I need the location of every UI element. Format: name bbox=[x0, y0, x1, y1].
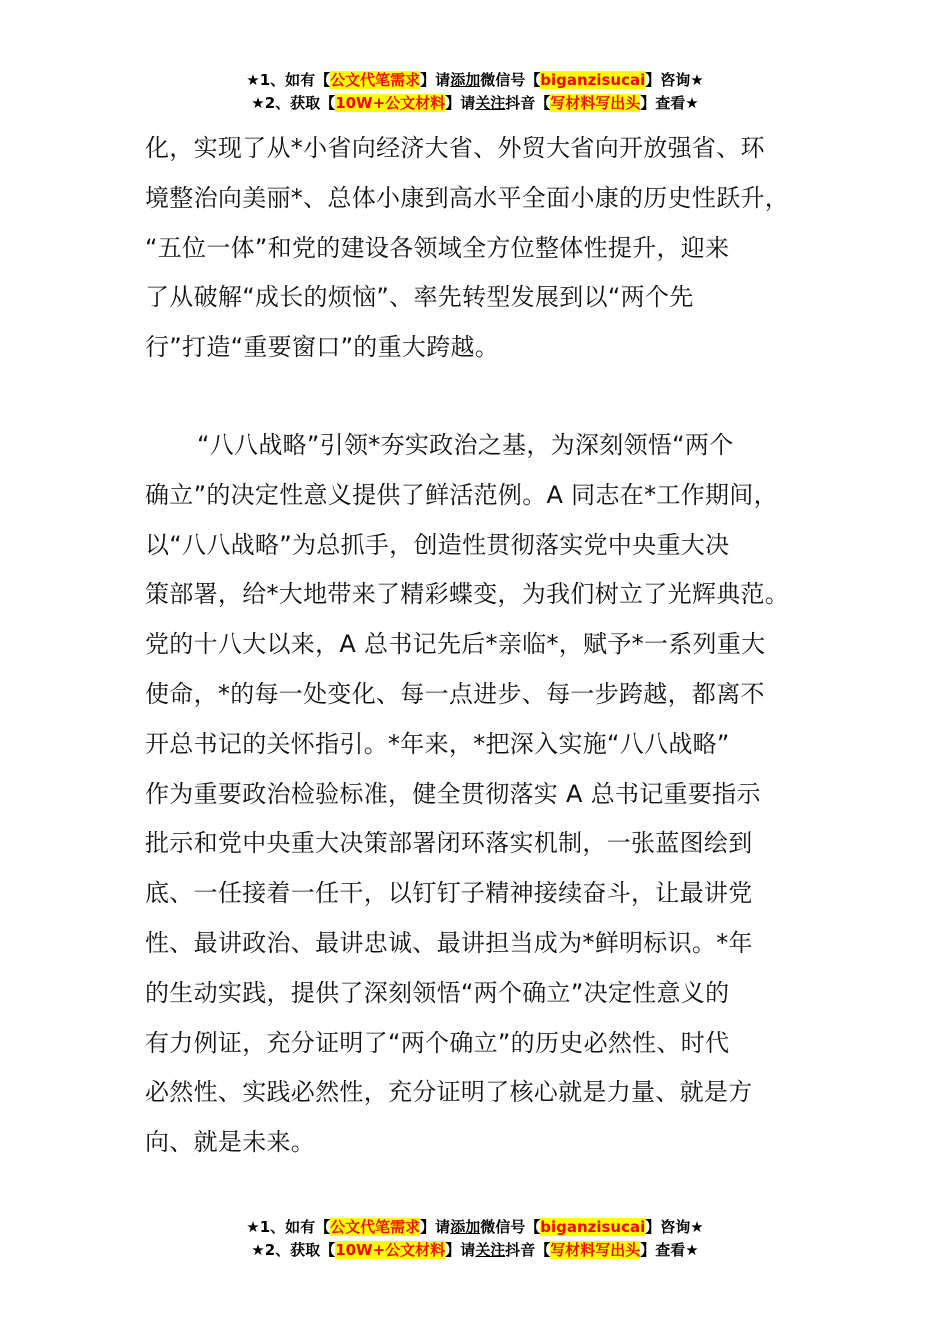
banner-text: 】请 bbox=[420, 71, 451, 89]
text-line: 批示和党中央重大决策部署闭环落实机制，一张蓝图绘到 bbox=[145, 829, 753, 858]
text-line: 确立”的决定性意义提供了鲜活范例。A 同志在*工作期间， bbox=[145, 480, 778, 509]
banner-text: 微信号【 bbox=[480, 71, 541, 89]
banner-highlight: 写材料写出头 bbox=[550, 1241, 641, 1259]
text-line: 化，实现了从*小省向经济大省、外贸大省向开放强省、环 bbox=[145, 134, 765, 162]
paragraph-2 bbox=[145, 421, 835, 1168]
banner-underlined: 关注 bbox=[475, 94, 506, 112]
banner-underlined: 添加 bbox=[450, 71, 481, 89]
text-line: “五位一体”和党的建设各领域全方位整体性提升，迎来 bbox=[145, 233, 730, 262]
banner-text: 】咨询★ bbox=[645, 1218, 704, 1236]
banner-text: 】请 bbox=[445, 1241, 476, 1259]
text-line: 境整治向美丽*、总体小康到高水平全面小康的历史性跃升， bbox=[145, 183, 790, 212]
text-line: 使命，*的每一处变化、每一点进步、每一步跨越，都离不 bbox=[145, 679, 765, 708]
text-line: 底、一任接着一任干，以钉钉子精神接续奋斗，让最讲党 bbox=[145, 879, 753, 908]
banner-text: 抖音【 bbox=[505, 94, 551, 112]
banner-text: 】请 bbox=[420, 1218, 451, 1236]
paragraph-1 bbox=[145, 124, 835, 373]
text-line: 性、最讲政治、最讲忠诚、最讲担当成为*鲜明标识。*年 bbox=[145, 928, 753, 957]
banner-highlight: 公文代笔需求 bbox=[330, 71, 421, 89]
text-line: 党的十八大以来，A 总书记先后*亲临*，赋予*一系列重大 bbox=[145, 630, 766, 659]
text-line: 以“八八战略”为总抓手，创造性贯彻落实党中央重大决 bbox=[145, 530, 730, 559]
banner-text: 】查看★ bbox=[640, 94, 699, 112]
banner-text: 】请 bbox=[445, 94, 476, 112]
banner-highlight: 写材料写出头 bbox=[550, 94, 641, 112]
text-line: 行”打造“重要窗口”的重大跨越。 bbox=[145, 333, 500, 362]
banner-line-1 bbox=[0, 69, 950, 92]
banner-underlined: 添加 bbox=[450, 1218, 481, 1236]
text-line: 向、就是未来。 bbox=[145, 1128, 316, 1157]
banner-line-2 bbox=[0, 92, 950, 115]
banner-text: ★1、如有【 bbox=[246, 1218, 331, 1236]
banner-line-2 bbox=[0, 1239, 950, 1262]
text-line: 有力例证，充分证明了“两个确立”的历史必然性、时代 bbox=[145, 1028, 730, 1057]
paragraph-gap bbox=[145, 373, 835, 421]
banner-text: ★2、获取【 bbox=[251, 1241, 336, 1259]
banner-highlight: 公文代笔需求 bbox=[330, 1218, 421, 1236]
banner-text: ★2、获取【 bbox=[251, 94, 336, 112]
banner-text: 抖音【 bbox=[505, 1241, 551, 1259]
footer-banner bbox=[0, 1216, 950, 1262]
banner-highlight: biganzisucai bbox=[540, 1218, 646, 1236]
banner-highlight: biganzisucai bbox=[540, 71, 646, 89]
banner-line-1 bbox=[0, 1216, 950, 1239]
banner-highlight: 10W+公文材料 bbox=[335, 94, 446, 112]
banner-text: 微信号【 bbox=[480, 1218, 541, 1236]
header-banner bbox=[0, 69, 950, 115]
text-line: “八八战略”引领*夯实政治之基，为深刻领悟“两个 bbox=[197, 430, 734, 459]
banner-underlined: 关注 bbox=[475, 1241, 506, 1259]
text-line: 策部署，给*大地带来了精彩蝶变，为我们树立了光辉典范。 bbox=[145, 580, 790, 609]
banner-text: ★1、如有【 bbox=[246, 71, 331, 89]
text-line: 作为重要政治检验标准，健全贯彻落实 A 总书记重要指示 bbox=[145, 779, 761, 808]
banner-highlight: 10W+公文材料 bbox=[335, 1241, 446, 1259]
text-line: 了从破解“成长的烦恼”、率先转型发展到以“两个先 bbox=[145, 283, 694, 312]
text-line: 必然性、实践必然性，充分证明了核心就是力量、就是方 bbox=[145, 1078, 753, 1107]
document-body bbox=[145, 124, 835, 1168]
text-line: 开总书记的关怀指引。*年来，*把深入实施“八八战略” bbox=[145, 729, 730, 758]
banner-text: 】咨询★ bbox=[645, 71, 704, 89]
text-line: 的生动实践，提供了深刻领悟“两个确立”决定性意义的 bbox=[145, 978, 730, 1007]
banner-text: 】查看★ bbox=[640, 1241, 699, 1259]
